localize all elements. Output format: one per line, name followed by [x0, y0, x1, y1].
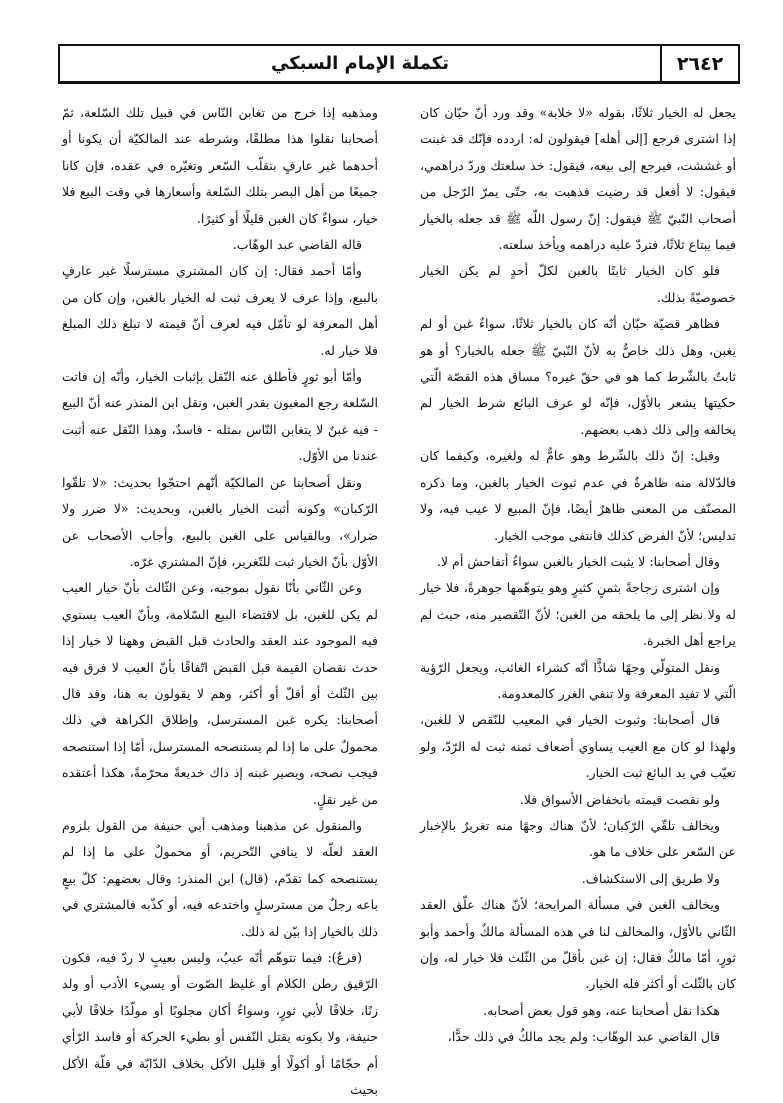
paragraph: ونقل أصحابنا عن المالكيّة أنّهم احتجّوا بحديث: «لا تلقّوا الرّكبان» وكونه أثبت الخيار بالغبن، وبحديث: «لا ضرر ولا ضرار»، وبالقياس على الغبن بالبيع، وأجاب الأصحاب عن الأوّل بأنّ الخيار ثبت للتّغرير، فإنّ المشتري غرّه. [62, 474, 378, 569]
paragraph: ولو نقصت قيمته بانخفاض الأسواق فلا. [519, 791, 720, 807]
book-title: تكملة الإمام السبكي [270, 53, 450, 74]
paragraph: ويخالف الغبن في مسألة المرابحة؛ لأنّ هناك علّق العقد الثّاني بالأوّل، والمخالف لنا في هذه المسألة مالكٌ وأحمد وأبو ثورٍ، أمّا مالكٌ فقال: إن غبن بأقلّ من الثّلث فلا خيار له، وإن كان بالثّلث أو أكثر فله الخيار. [420, 897, 736, 992]
paragraph: وأمّا أحمد فقال: إن كان المشتري مسترسلًا غير عارفٍ بالبيع، وإذا عرف لا يعرف ثبت له الخيار بالغبن، وإن كان من أهل المعرفة لو تأمّل فيه لعرف أنّ قيمته لا تبلغ ذلك المبلغ فلا خيار له. [62, 263, 378, 358]
paragraph: وقيل: إنّ ذلك بالشّرط وهو عامٌّ له ولغيره، وكيفما كان فالدّلالة منه ظاهرةٌ في عدم ثبوت الخيار بالغبن، وما ذكره المصنّف من المعنى ظاهرٌ أيضًا، فإنّ المبيع لا عيب فيه، ولا تدليس؛ لأنّ الفرض كذلك فانتفى موجب الخيار. [420, 448, 736, 543]
paragraph: وإن اشترى زجاجةً بثمنٍ كثيرٍ وهو يتوهّمها جوهرةً، فلا خيار له ولا نظر إلى ما يلحقه من الغبن؛ لأنّ التّقصير منه، حيث لم يراجع أهل الخبرة. [420, 580, 736, 649]
paragraph: قاله القاضي عبد الوهّاب. [232, 237, 362, 253]
paragraph: وأمّا أبو ثورٍ فأطلق عنه النّقل بإثبات الخيار، وأنّه إن فاتت السّلعة رجع المغبون بقدر الغبن، ونقل ابن المنذر عنه أنّ البيع - فيه غبنٌ لا يتغابن النّاس بمثله - فاسدٌ، وهذا النّقل عنه أثبت عندنا من الأوّل. [62, 369, 378, 464]
paragraph: وقال أصحابنا: لا يثبت الخيار بالغبن سواءٌ أتفاحش أم لا. [436, 553, 720, 569]
paragraph: ونقل المتولّي وجهًا شاذًّا أنّه كشراء الغائب، ويجعل الرّؤية الّتي لا تفيد المعرفة ولا تنفي الغرر كالمعدومة. [420, 659, 736, 701]
paragraph: قال القاضي عبد الوهّاب: ولم يجد مالكٌ في ذلك حدًّا، [447, 1029, 720, 1045]
paragraph: (فرعٌ): فيما تتوهّم أنّه عيبٌ، وليس بعيبٍ لا ردّ فيه، فكون الرّقيق رطن الكلام أو غليظ الصّوت أو يسيء الأدب أو ولد زنًا، خلافًا لأبي ثورٍ، وسواءٌ أكان مجلوبًا أو مولّدًا خلافًا لأبي حنيفة، ولا بكونه يقتل النّفس أو بطيء الحركة أو فاسد الرّأي أم حجّامًا أو أكولًا أو قليل الأكل بخلاف الدّابّة في قلّة الأكل بحيث [62, 950, 378, 1098]
paragraph: ولا طريق إلى الاستكشاف. [581, 870, 720, 886]
paragraph: فظاهر قضيّة حبّان أنّه كان بالخيار ثلاثًا، سواءٌ غبن أو لم يغبن، وهل ذلك خاصٌّ به لأنّ النّبيّ ﷺ جعله بالخيار؟ أو هو ثابتٌ بالشّرط كما هو في حقّ غيره؟ مساق هذه القصّة الّتي حكيتها يشعر بالأوّل، فإنّه لو عرف البائع شرط الخيار لم يخالفه وإلى ذلك ذهب بعضهم. [420, 316, 736, 437]
paragraph: والمنقول عن مذهبنا ومذهب أبي حنيفة من القول بلزوم العقد لعلّه لا ينافي التّحريم، أو محمولٌ على ما إذا لم يستنصحه كما تقدّم، (قال) ابن المنذر: وقال بعضهم: كلّ بيعٍ باعه رجلٌ من مسترسلٍ واختدعه فيه، أو كذّبه فالمشتري في ذلك بالخيار إذا بيّن له ذلك. [62, 817, 378, 939]
left-column [62, 100, 378, 1098]
paragraph: فلو كان الخيار ثابتًا بالغبن لكلّ أحدٍ لم يكن الخيار خصوصيّةً بذلك. [420, 263, 736, 305]
paragraph: هكذا نقل أصحابنا عنه، وهو قول بعض أصحابه. [483, 1002, 720, 1018]
paragraph: ويخالف تلقّي الرّكبان؛ لأنّ هناك وجهًا منه تغريرٌ بالإخبار عن السّعر على خلاف ما هو. [420, 817, 736, 860]
paragraph: قال أصحابنا: وثبوت الخيار في المعيب للنّقص لا للغبن، ولهذا لو كان مع العيب يساوي أضعاف ثمنه ثبت له الرّدّ، ولو تعيّب في يد البائع ثبت الخيار. [420, 712, 736, 781]
page-header [58, 44, 740, 84]
right-column [420, 100, 736, 1085]
paragraph: يجعل له الخيار ثلاثًا، بقوله «لا خلابة» وقد ورد أنّ حبّان كان إذا اشترى فرجع [إلى أهله] فيقولون له: اردده فإنّك قد غبنت أو غششت، فيرجع إلى بيعه، فيقول: خذ سلعتك وردّ دراهمي، فيقول: لا أفعل قد رضيت فذهبت به، حتّى يمرّ الرّجل من أصحاب النّبيّ ﷺ فيقول: إنّ رسول اللّه ﷺ قد جعله بالخيار فيما يبتاع ثلاثًا، فتردّ عليه دراهمه ويأخذ سلعته. [420, 105, 736, 253]
page-number: ٢٦٤٢ [660, 46, 738, 81]
paragraph: ومذهبه إذا خرج من تغابن النّاس في قبيل تلك السّلعة، ثمّ أصحابنا نقلوا هذا مطلقًا، وشرطه عند المالكيّة أن يكونا أو أحدهما غير عارفٍ بتقلّب السّعر وتغيّره في عقده، فإن كانا جميعًا من أهل البصر بتلك السّلعة وأسعارها في وقت البيع فلا خيار، سواءٌ كان الغبن قليلًا أو كثيرًا. [62, 105, 378, 226]
paragraph: وعن الثّاني بأنّا نقول بموجبه، وعن الثّالث بأنّ خيار العيب لم يكن للغبن، بل لاقتضاء البيع السّلامة، وبأنّ العيب يستوي فيه الموجود عند العقد والحادث قبل القبض وههنا لا خيار إذا حدث نقصان القيمة قبل القبض اتّفاقًا بأنّ العيب لا فرق فيه بين الثّلث أو أقلّ أو أكثر، وهم لا يقولون به هنا، وقد قال أصحابنا: يكره غبن المسترسل، وإطلاق الكراهة في ذلك محمولٌ على ما إذا لم يستنصحه المسترسل، أمّا إذا استنصحه فيجب نصحه، ويصير غبنه إذ ذاك خديعةً محرّمةً، هكذا أعتقده من غير نقلٍ. [62, 580, 378, 807]
